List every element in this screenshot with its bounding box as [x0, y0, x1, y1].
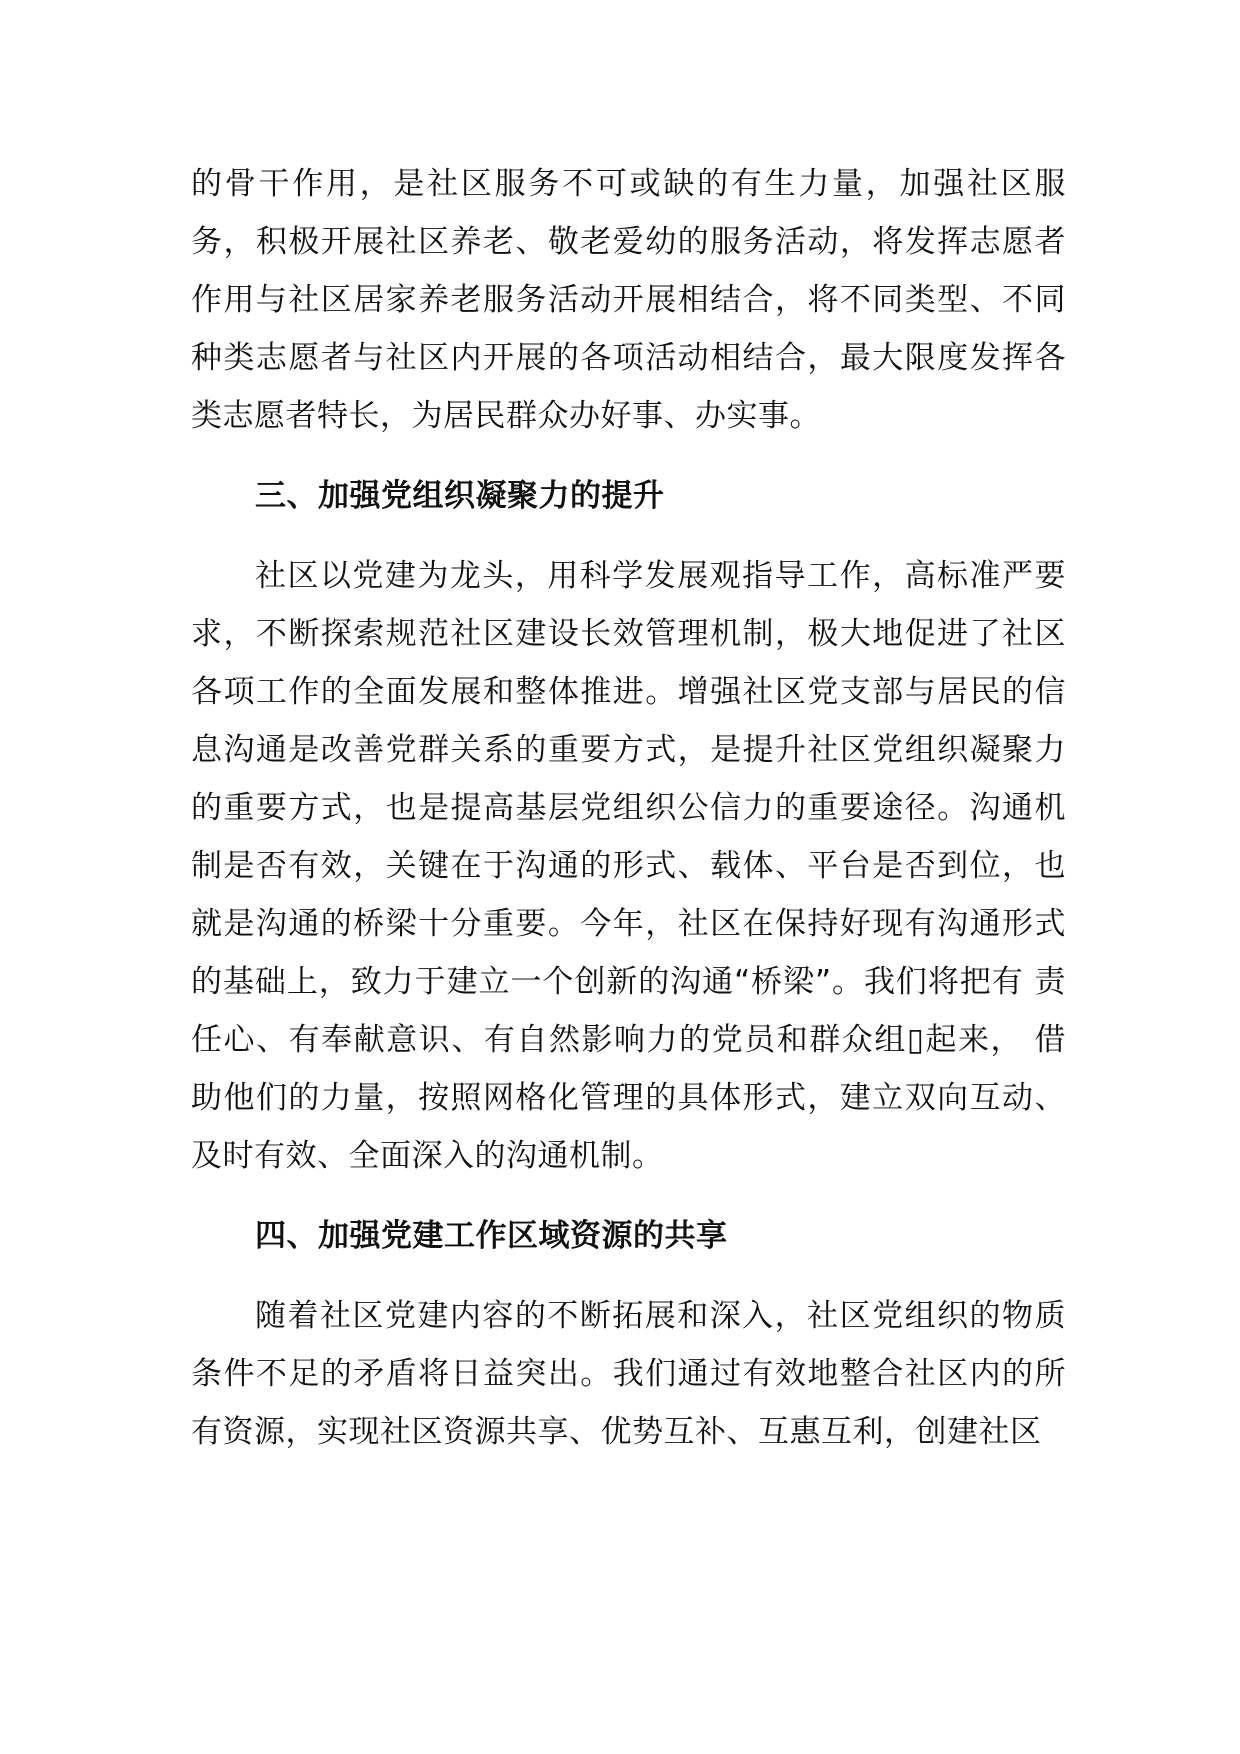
paragraph-party-cohesion: 社区以党建为龙头，用科学发展观指导工作，高标准严要求，不断探索规范社区建设长效管理机制，极大地促进了社区各项工作的全面发展和整体推进。增强社区党支部与居民的信息沟通是改善党群关系的重要方式，是提升社区党组织凝聚力的重要方式，也是提高基层党组织公信力的重要途径。沟通机制是否有效，关键在于沟通的形式、载体、平台是否到位，也就是沟通的桥梁十分重要。今年，社区在保持好现有沟通形式的基础上，致力于建立一个创新的沟通“桥梁”。我们将把有 责任心、有奉献意识、有自然影响力的党员和群众组▯起来， 借助他们的力量，按照网格化管理的具体形式，建立双向互动、及时有效、全面深入的沟通机制。: [191, 558, 1066, 1174]
document-body: [191, 155, 1066, 1461]
section-heading-4: 四、加强党建工作区域资源的共享: [255, 1218, 728, 1254]
paragraph-volunteer-service: 的骨干作用，是社区服务不可或缺的有生力量，加强社区服务，积极开展社区养老、敬老爱幼的服务活动，将发挥志愿者作用与社区居家养老服务活动开展相结合，将不同类型、不同种类志愿者与社区内开展的各项活动相结合，最大限度发挥各类志愿者特长，为居民群众办好事、办实事。: [191, 166, 1066, 434]
section-heading-3: 三、加强党组织凝聚力的提升: [255, 478, 665, 514]
paragraph-resource-sharing: 随着社区党建内容的不断拓展和深入，社区党组织的物质条件不足的矛盾将日益突出。我们通过有效地整合社区内的所有资源，实现社区资源共享、优势互补、互惠互利，创建社区: [191, 1298, 1066, 1450]
